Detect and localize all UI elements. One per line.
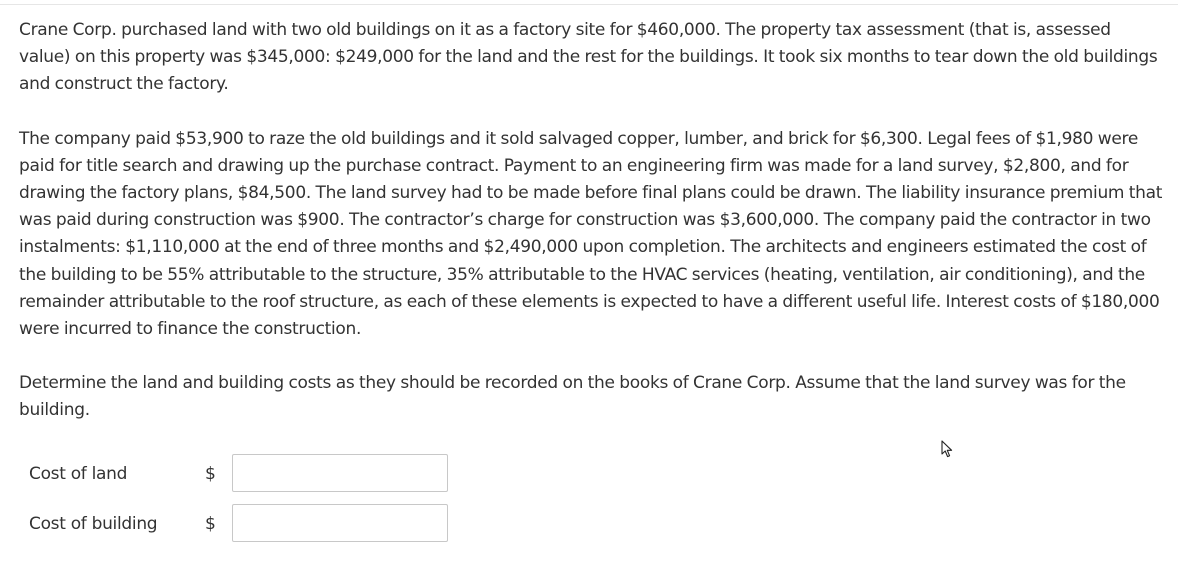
mouse-pointer-icon	[941, 440, 955, 458]
cost-of-building-label: Cost of building	[29, 514, 158, 534]
top-divider	[0, 4, 1178, 5]
cost-of-building-currency: $	[205, 514, 216, 534]
cost-of-land-label: Cost of land	[29, 464, 128, 484]
cost-of-land-input[interactable]	[232, 454, 448, 492]
cost-of-building-row	[29, 504, 469, 544]
cost-of-land-currency: $	[205, 464, 216, 484]
cost-of-land-row	[29, 454, 469, 494]
problem-text	[19, 17, 1164, 425]
problem-paragraph-2: The company paid $53,900 to raze the old buildings and it sold salvaged copper, lumber, and brick for $6,300. Legal fees of $1,980 were paid for title search and drawing up the purchase contract. Payment to an engineering firm was made for a land survey, $2,800, and for drawing the factory plans, $84,500. The land survey had to be made before final plans could be drawn. The liability insurance premium that was paid during construction was $900. The contractor’s charge for construction was $3,600,000. The company paid the contractor in two instalments: $1,110,000 at the end of three months and $2,490,000 upon completion. The architects and engineers estimated the cost of the building to be 55% attributable to the structure, 35% attributable to the HVAC services (heating, ventilation, air conditioning), and the remainder attributable to the roof structure, as each of these elements is expected to have a different useful life. Interest costs of $180,000 were incurred to finance the construction.	[19, 128, 1163, 340]
problem-instruction: Determine the land and building costs as they should be recorded on the books of Crane Corp. Assume that the land survey was for the building.	[19, 373, 1126, 421]
problem-paragraph-1: Crane Corp. purchased land with two old buildings on it as a factory site for $460,000. The property tax assessment (that is, assessed value) on this property was $345,000: $249,000 for the land and the rest for the buildings. It took six months to tear down the old buildings and construct the factory.	[19, 20, 1158, 95]
cost-of-building-input[interactable]	[232, 504, 448, 542]
